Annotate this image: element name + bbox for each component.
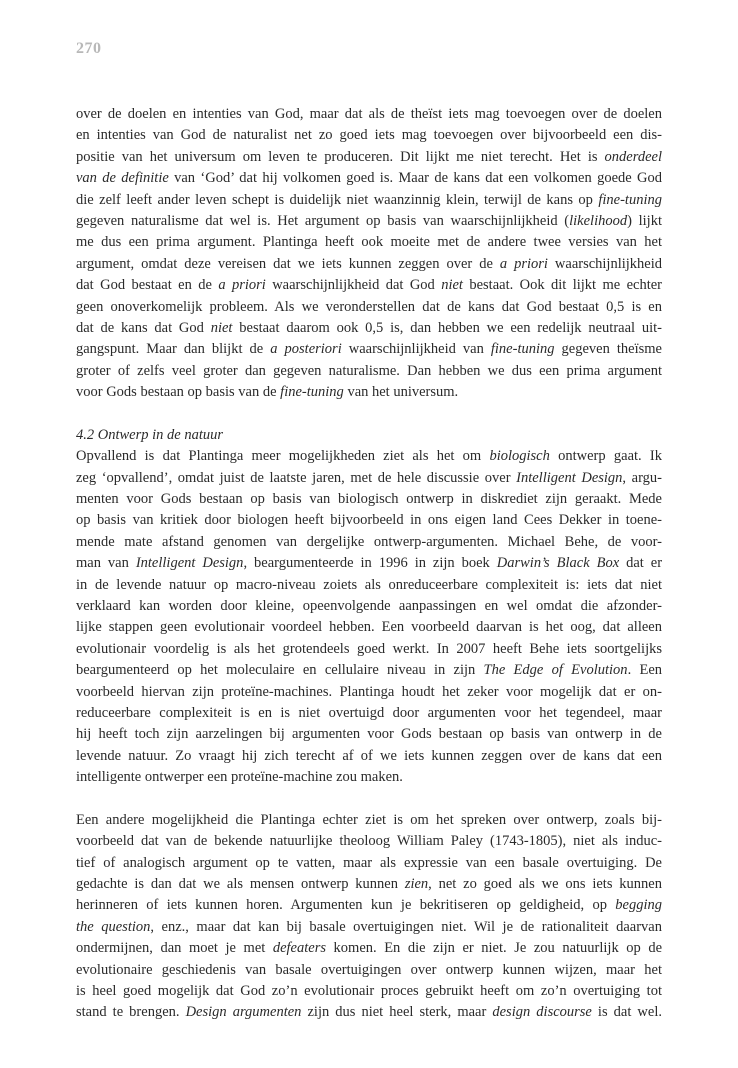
- text-run: die zelf leeft ander leven schept is duidelijk niet waanzinnig klein, terwijl de kans op: [76, 191, 599, 208]
- text-line: [76, 446, 662, 467]
- text-line: [76, 660, 662, 681]
- text-run: voorbeeld dat van de bekende natuurlijke theoloog William Paley (1743-1805), niet als induc-: [76, 833, 662, 850]
- text-run: is heel goed mogelijk dat God zo’n evolutionair proces gebruikt heeft om zo’n overtuiging tot: [76, 983, 662, 1000]
- italic-text: Design argumenten: [185, 1004, 302, 1021]
- text-run: menten voor Gods bestaan op basis van biologisch ontwerp in diskrediet zijn geraakt. Mede: [76, 491, 662, 508]
- text-line: [76, 895, 662, 916]
- text-run: argument, omdat deze vereisen dat we iets kunnen zeggen over de: [76, 255, 500, 272]
- italic-text: zien: [404, 876, 429, 893]
- text-run: ontwerp gaat. Ik: [549, 448, 662, 465]
- italic-text: niet: [210, 319, 233, 336]
- text-line: [76, 168, 662, 189]
- text-line: [76, 339, 662, 360]
- text-run: , argu-: [622, 469, 662, 486]
- text-line: [76, 275, 662, 296]
- text-line: [76, 938, 662, 959]
- text-line: [76, 596, 662, 617]
- text-run: geen onoverkomelijk probleem. Als we veronderstellen dat de kans dat God bestaat 0,5 is en: [76, 298, 662, 315]
- text-run: , beargumenteerde in 1996 in zijn boek: [243, 555, 497, 572]
- text-run: tief of analogisch argument op te vatten, maar als expressie van een basale overtuiging. De: [76, 854, 662, 871]
- italic-text: likelihood: [569, 212, 628, 229]
- text-line: [76, 489, 662, 510]
- text-run: gangspunt. Maar dan blijkt de: [76, 341, 271, 358]
- text-run: groter of zelfs veel groter dan gegeven naturalisme. Dan hebben we dus een prima argument: [76, 362, 662, 379]
- text-line: [76, 1002, 662, 1023]
- text-run: bestaat daarom ook 0,5 is, dan hebben we een redelijk neutraal uit-: [232, 319, 662, 336]
- text-run: waarschijnlijkheid van: [341, 341, 491, 358]
- paragraph-gap: [76, 789, 662, 810]
- text-run: gegeven naturalisme dat wel is. Het argument op basis van waarschijnlijkheid (: [76, 212, 570, 229]
- text-line: [76, 639, 662, 660]
- text-line: [76, 125, 662, 146]
- italic-text: a priori: [499, 255, 548, 272]
- text-line: [76, 617, 662, 638]
- text-line: [76, 147, 662, 168]
- text-line: [76, 703, 662, 724]
- italic-text: defeaters: [272, 940, 326, 957]
- text-run: reduceerbare complexiteit is en is niet overtuigd door argumenten voor het tegendeel, maar: [76, 704, 662, 721]
- text-run: bestaat. Ook dit lijkt me echter: [462, 277, 662, 294]
- italic-text: onderdeel: [604, 148, 662, 165]
- text-line: [76, 746, 662, 767]
- text-line: [76, 104, 662, 125]
- text-run: Opvallend is dat Plantinga meer mogelijkheden ziet als het om: [76, 448, 490, 465]
- text-line: [76, 297, 662, 318]
- text-run: en intenties van God de naturalist net zo goed iets mag toevoegen over bijvoorbeeld een dis-: [76, 127, 662, 144]
- text-run: evolutionair voordelig is als het grotendeels goed werkt. In 2007 heeft Behe iets soortgelijks: [76, 640, 662, 657]
- text-run: , enz., maar dat kan bij basale overtuigingen niet. Wil je de rationaliteit daarvan: [150, 918, 662, 935]
- text-run: dat er: [619, 555, 662, 572]
- text-line: [76, 981, 662, 1002]
- italic-text: van de definitie: [76, 170, 169, 187]
- text-run: zeg ‘opvallend’, omdat juist de laatste jaren, met de hele discussie over: [76, 469, 517, 486]
- italic-text: begging: [615, 897, 662, 914]
- text-line: [76, 575, 662, 596]
- text-run: voor Gods bestaan op basis van de: [76, 384, 281, 401]
- text-run: levende natuur. Zo vraagt hij zich terecht af of we iets kunnen zeggen over de kans dat een: [76, 747, 662, 764]
- text-run: voorbeeld hiervan zijn proteïne-machines. Plantinga houdt het zeker voor mogelijk dat er on-: [76, 683, 662, 700]
- italic-text: design discourse: [492, 1004, 592, 1021]
- text-line: [76, 254, 662, 275]
- text-line: [76, 232, 662, 253]
- page-number: 270: [76, 40, 102, 57]
- text-line: [76, 810, 662, 831]
- text-run: ondermijnen, dan moet je met: [76, 940, 273, 957]
- text-run: herinneren of iets kunnen horen. Argumenten kun je bekritiseren op geldigheid, op: [76, 897, 616, 914]
- text-run: stand te brengen.: [76, 1004, 186, 1021]
- text-run: ) lijkt: [627, 212, 662, 229]
- text-line: [76, 917, 662, 938]
- text-run: in de levende natuur op macro-niveau zoiets als onreduceerbare complexiteit is: iets dat niet: [76, 576, 662, 593]
- text-line: [76, 874, 662, 895]
- text-run: , net zo goed als we ons iets kunnen: [428, 876, 662, 893]
- text-run: hij heeft toch zijn aarzelingen bij argumenten voor Gods bestaan op basis van ontwerp in de: [76, 726, 662, 743]
- text-run: van het universum.: [343, 384, 459, 401]
- italic-text: fine-tuning: [598, 191, 662, 208]
- text-run: dat de kans dat God: [76, 319, 211, 336]
- text-line: [76, 361, 662, 382]
- italic-text: niet: [441, 277, 463, 294]
- body-text: [76, 104, 662, 1024]
- text-run: gedachte is dan dat we als mensen ontwerp kunnen: [76, 876, 405, 893]
- text-run: beargumenteerd op het moleculaire en cellulaire niveau in zijn: [76, 662, 484, 679]
- text-run: mende mate afstand genomen van dergelijke ontwerp-argumenten. Michael Behe, de voor-: [76, 533, 662, 550]
- italic-text: The Edge of Evolution: [483, 662, 628, 679]
- text-line: [76, 190, 662, 211]
- text-run: waarschijnlijkheid dat God: [265, 277, 442, 294]
- text-line: [76, 960, 662, 981]
- italic-text: Intelligent Design: [516, 469, 623, 486]
- text-run: op basis van kritiek door biologen heeft bijvoorbeeld in ons eigen land Cees Dekker in toene-: [76, 512, 662, 529]
- text-run: zijn dus niet heel sterk, maar: [301, 1004, 493, 1021]
- section-heading: 4.2 Ontwerp in de natuur: [76, 426, 224, 443]
- text-run: dat God bestaat en de: [76, 277, 219, 294]
- text-run: gegeven theïsme: [554, 341, 662, 358]
- text-run: waarschijnlijkheid: [547, 255, 662, 272]
- text-run: over de doelen en intenties van God, maar dat als de theïst iets mag toevoegen over de doelen: [76, 106, 662, 122]
- paragraph-1: [76, 104, 662, 403]
- text-line: [76, 682, 662, 703]
- paragraph-3: [76, 810, 662, 1024]
- italic-text: the question: [76, 918, 151, 935]
- text-line: [76, 853, 662, 874]
- italic-text: a priori: [218, 277, 266, 294]
- text-line: [76, 318, 662, 339]
- text-line: [76, 553, 662, 574]
- text-run: komen. En die zijn er niet. Je zou natuurlijk op de: [326, 940, 662, 957]
- text-line: [76, 468, 662, 489]
- italic-text: fine-tuning: [490, 341, 555, 358]
- italic-text: biologisch: [489, 448, 550, 465]
- text-run: intelligente ontwerper een proteïne-machine zou maken.: [76, 769, 403, 786]
- italic-text: fine-tuning: [280, 384, 344, 401]
- italic-text: Intelligent Design: [135, 555, 244, 572]
- text-line: [76, 724, 662, 745]
- italic-text: a posteriori: [270, 341, 342, 358]
- text-run: lijke stappen geen evolutionair voordeel hebben. Een voorbeeld daarvan is het oog, dat alleen: [76, 619, 662, 636]
- text-line: [76, 382, 662, 403]
- text-run: evolutionaire geschiedenis van basale overtuigingen over ontwerp kunnen wijzen, maar het: [76, 961, 662, 978]
- text-run: Een andere mogelijkheid die Plantinga echter ziet is om het spreken over ontwerp, zoals bij-: [76, 811, 662, 828]
- text-run: man van: [76, 555, 136, 572]
- text-run: is dat wel.: [591, 1004, 662, 1021]
- text-line: [76, 831, 662, 852]
- paragraph-gap: [76, 403, 662, 424]
- text-line: [76, 767, 662, 788]
- text-run: van ‘God’ dat hij volkomen goed is. Maar de kans dat een volkomen goede God: [168, 170, 662, 187]
- text-run: verklaard kan worden door kleine, opeenvolgende aanpassingen en wel omdat die afzonder-: [76, 597, 662, 614]
- italic-text: Darwin’s Black Box: [496, 555, 620, 572]
- text-run: . Een: [627, 662, 662, 679]
- text-line: [76, 532, 662, 553]
- text-line: [76, 510, 662, 531]
- text-line: [76, 211, 662, 232]
- paragraph-2: [76, 446, 662, 788]
- text-run: me dus een prima argument. Plantinga heeft ook moeite met de andere twee versies van het: [76, 234, 662, 251]
- text-run: positie van het universum om leven te produceren. Dit lijkt me niet terecht. Het is: [76, 148, 605, 165]
